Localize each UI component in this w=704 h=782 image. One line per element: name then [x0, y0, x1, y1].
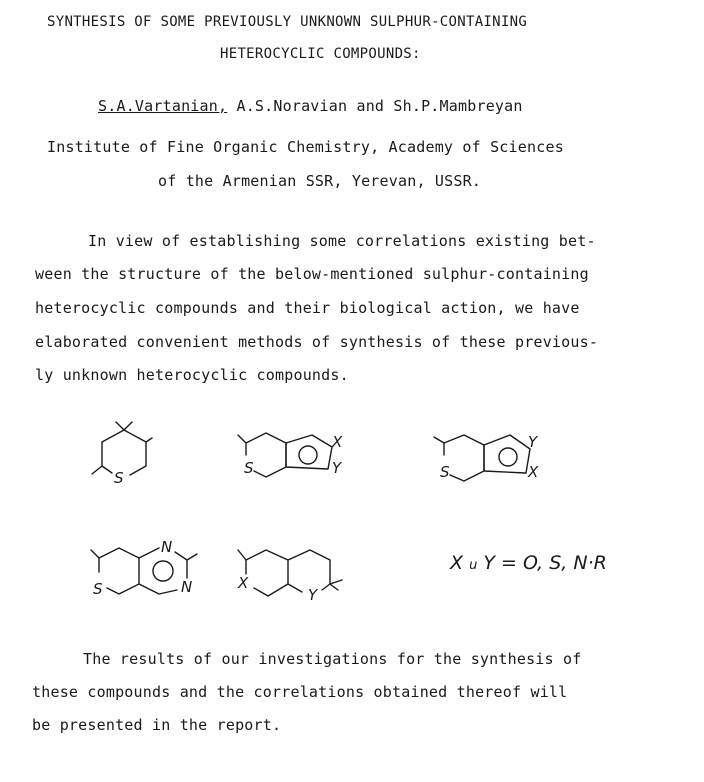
- para2-line-3: be presented in the report.: [32, 716, 282, 734]
- substituent-bond: [238, 435, 246, 443]
- aromatic-circle: [153, 561, 173, 581]
- structure-bicyclic: [232, 538, 357, 608]
- structure-thiane: [88, 418, 158, 493]
- substituent-bond: [238, 550, 246, 560]
- atom-label-y: Y: [528, 433, 538, 451]
- author-rest: A.S.Noravian and Sh.P.Mambreyan: [227, 97, 523, 115]
- ring-bond: [288, 550, 330, 590]
- atom-label-n: N: [161, 538, 173, 556]
- affiliation-line-1: Institute of Fine Organic Chemistry, Academy of Sciences: [47, 138, 564, 156]
- affiliation-line-2: of the Armenian SSR, Yerevan, USSR.: [158, 172, 482, 190]
- ring-bond: [246, 550, 288, 596]
- structure-fused-2: [232, 425, 357, 495]
- substituent-bond: [330, 580, 342, 584]
- para2-line-2: these compounds and the correlations obtained thereof will: [32, 683, 568, 701]
- pyrimidine-ring: [139, 584, 177, 594]
- atom-label-s: S: [114, 469, 124, 487]
- substituent-bond: [330, 584, 338, 590]
- aromatic-circle: [299, 446, 317, 464]
- legend-rest: Y = O, S, N·R: [483, 552, 607, 574]
- atom-label-x: X: [238, 574, 249, 592]
- title-line-2: HETEROCYCLIC COMPOUNDS:: [220, 46, 421, 62]
- aromatic-circle: [499, 448, 517, 466]
- atom-label-y: Y: [332, 459, 342, 477]
- para1-line-4: elaborated convenient methods of synthesis of these previous-: [35, 333, 599, 351]
- five-ring: [484, 435, 530, 473]
- substituent-bond: [124, 422, 132, 430]
- ring-bond: [99, 548, 139, 594]
- ring-bond: [288, 584, 302, 592]
- structure-legend: [450, 552, 607, 574]
- pyrimidine-ring: [139, 548, 159, 558]
- para1-line-1: In view of establishing some correlations existing bet-: [88, 232, 596, 250]
- atom-label-s: S: [93, 580, 103, 598]
- atom-label-x: X: [332, 433, 343, 451]
- substituent-bond: [434, 437, 444, 443]
- substituent-bond: [187, 554, 197, 560]
- substituent-bond: [92, 466, 102, 474]
- authors: [98, 97, 523, 115]
- atom-label-n: N: [181, 578, 193, 596]
- para1-line-2: ween the structure of the below-mentioned sulphur-containing: [35, 265, 589, 283]
- structure-pyrimidine: [85, 538, 210, 608]
- ring-bond: [102, 442, 112, 473]
- para1-line-5: ly unknown heterocyclic compounds.: [35, 366, 349, 384]
- ring-bond: [102, 430, 146, 475]
- substituent-bond: [146, 438, 152, 442]
- structure-fused-3: [430, 425, 555, 495]
- pyrimidine-ring: [175, 552, 187, 578]
- author-first: S.A.Vartanian,: [98, 97, 228, 115]
- atom-label-x: X: [528, 463, 539, 481]
- substituent-bond: [91, 550, 99, 558]
- title-line-1: SYNTHESIS OF SOME PREVIOUSLY UNKNOWN SULPHUR-CONTAINING: [47, 14, 528, 30]
- atom-label-s: S: [244, 459, 254, 477]
- para1-line-3: heterocyclic compounds and their biological action, we have: [35, 299, 580, 317]
- substituent-bond: [116, 422, 124, 430]
- para2-line-1: The results of our investigations for the synthesis of: [83, 650, 582, 668]
- legend-x: X: [450, 552, 464, 574]
- legend-and: u: [469, 558, 478, 573]
- atom-label-s: S: [440, 463, 450, 481]
- atom-label-y: Y: [308, 586, 318, 604]
- ring-bond: [444, 435, 484, 481]
